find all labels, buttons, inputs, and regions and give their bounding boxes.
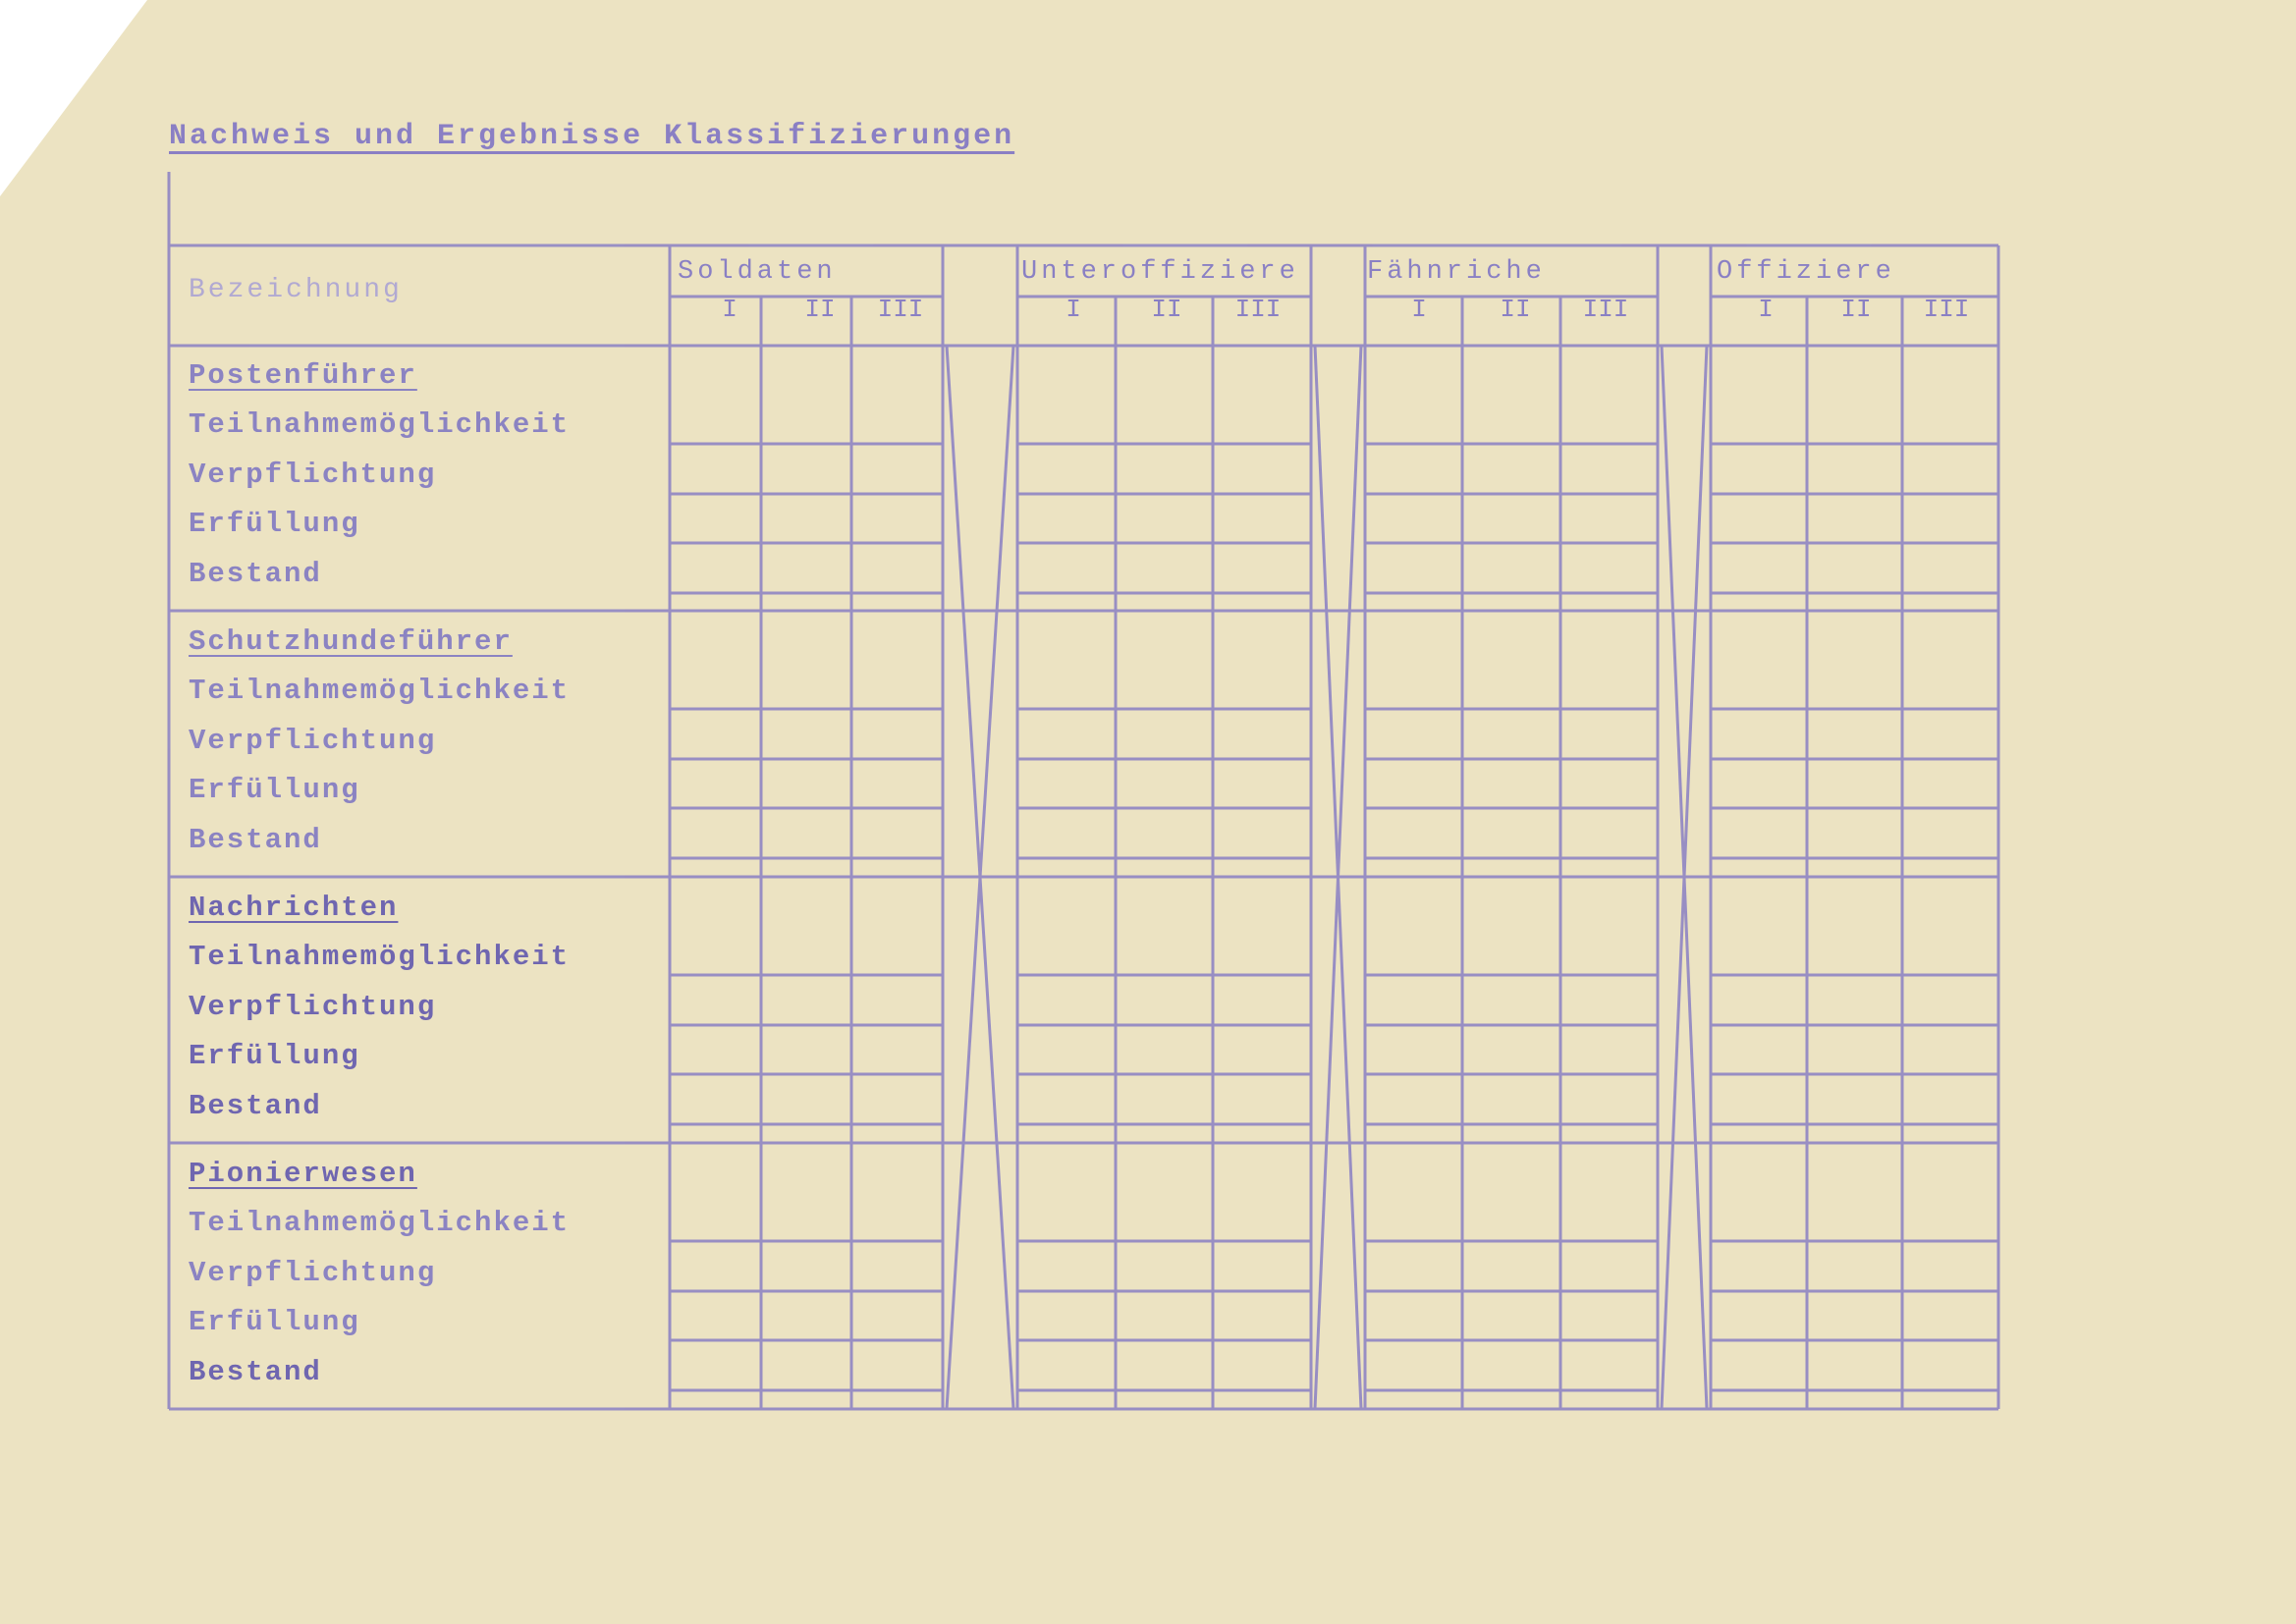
- row-label: Bestand: [189, 1090, 322, 1122]
- section-heading-nachrichten: Nachrichten: [189, 892, 399, 924]
- row-label: Verpflichtung: [189, 459, 437, 491]
- col-soldaten-ii: II: [804, 295, 836, 324]
- row-label: Teilnahmemöglichkeit: [189, 1207, 571, 1239]
- group-header-offiziere: Offiziere: [1717, 257, 1895, 287]
- row-label: Erfüllung: [189, 508, 360, 540]
- group-header-unteroffiziere: Unteroffiziere: [1021, 257, 1299, 287]
- row-label: Verpflichtung: [189, 991, 437, 1023]
- col-soldaten-iii: III: [877, 295, 924, 324]
- col-offiziere-ii: II: [1840, 295, 1872, 324]
- row-label: Bestand: [189, 824, 322, 856]
- col-unteroffiziere-iii: III: [1234, 295, 1282, 324]
- row-label: Verpflichtung: [189, 1257, 437, 1289]
- group-header-faehnriche: Fähnriche: [1367, 257, 1546, 287]
- col-faehnriche-ii: II: [1500, 295, 1531, 324]
- group-header-soldaten: Soldaten: [678, 257, 837, 287]
- row-label: Teilnahmemöglichkeit: [189, 408, 571, 441]
- section-heading-pionierwesen: Pionierwesen: [189, 1158, 417, 1190]
- row-label: Erfüllung: [189, 1040, 360, 1072]
- col-faehnriche-iii: III: [1582, 295, 1629, 324]
- section-heading-postenfuehrer: Postenführer: [189, 359, 417, 392]
- row-label: Teilnahmemöglichkeit: [189, 675, 571, 707]
- col-soldaten-i: I: [722, 295, 738, 324]
- row-label: Bestand: [189, 558, 322, 590]
- col-offiziere-iii: III: [1923, 295, 1970, 324]
- section-heading-schutzhundefuehrer: Schutzhundeführer: [189, 625, 513, 658]
- row-label: Teilnahmemöglichkeit: [189, 941, 571, 973]
- row-label: Erfüllung: [189, 1306, 360, 1338]
- col-offiziere-i: I: [1758, 295, 1774, 324]
- row-label: Verpflichtung: [189, 725, 437, 757]
- col-unteroffiziere-i: I: [1066, 295, 1081, 324]
- row-label: Bestand: [189, 1356, 322, 1388]
- col-unteroffiziere-ii: II: [1151, 295, 1182, 324]
- document-title: Nachweis und Ergebnisse Klassifizierungen: [169, 120, 1015, 153]
- column-header-bezeichnung: Bezeichnung: [189, 275, 403, 305]
- col-faehnriche-i: I: [1411, 295, 1427, 324]
- row-label: Erfüllung: [189, 774, 360, 806]
